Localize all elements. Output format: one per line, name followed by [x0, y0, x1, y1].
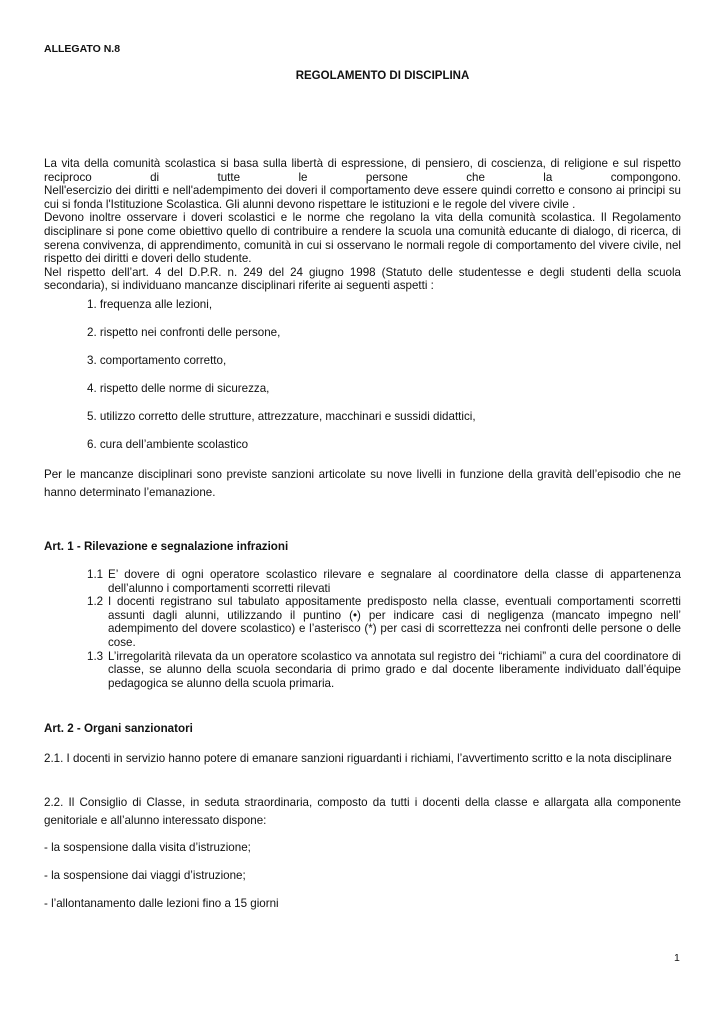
art2-paragraph-1: 2.1. I docenti in servizio hanno potere di emanare sanzioni riguardanti i richiami, l’avvertimento scritto e la nota disciplinare [44, 752, 672, 765]
aspects-list [87, 298, 476, 466]
list-item: 2. rispetto nei confronti delle persone, [87, 326, 281, 339]
sanctions-intro: Per le mancanze disciplinari sono previste sanzioni articolate su nove livelli in funzione della gravità dell’episodio che ne hanno determinato l’emanazione. [44, 468, 681, 499]
list-item: 1. frequenza alle lezioni, [87, 298, 213, 311]
intro-section [44, 157, 681, 293]
intro-paragraph-2: Nell'esercizio dei diritti e nell'adempimento dei doveri il comportamento deve essere quindi corretto e consono ai principi su cui si fonda l'Istituzione Scolastica. Gli alunni devono rispettare le istituzioni e le regole del vivere civile . [44, 184, 681, 211]
list-item: 5. utilizzo corretto delle strutture, attrezzature, macchinari e sussidi didattici, [87, 410, 476, 423]
allegato-label: ALLEGATO N.8 [44, 43, 121, 55]
intro-paragraph-3: Devono inoltre osservare i doveri scolastici e le norme che regolano la vita della comunità scolastica. Il Regolamento disciplinare si pone come obiettivo quello di contribuire a rendere la scuola una comunità educante di dialogo, di ricerca, di serena convivenza, di apprendimento, comunità in cui si osservano le normali regole di comportamento del vivere civile, nel rispetto dei diritti e doveri dello studente. [44, 211, 681, 266]
art2-measure: - l’allontanamento dalle lezioni fino a 15 giorni [44, 897, 279, 910]
art1-heading: Art. 1 - Rilevazione e segnalazione infrazioni [44, 540, 289, 553]
list-item: 6. cura dell’ambiente scolastico [87, 438, 249, 451]
art2-heading: Art. 2 - Organi sanzionatori [44, 722, 193, 735]
art2-measure: - la sospensione dai viaggi d’istruzione; [44, 869, 246, 882]
item-number: 1.3 [87, 649, 104, 663]
list-item: 4. rispetto delle norme di sicurezza, [87, 382, 270, 395]
item-text: L’irregolarità rilevata da un operatore scolastico va annotata sul registro dei “richiami” a cura del coordinatore di classe, se alunno della scuola secondaria di primo grado e dal docente liberamente individuato dall’équipe pedagogica se alunno della scuola primaria. [108, 649, 681, 690]
intro-paragraph-1: La vita della comunità scolastica si basa sulla libertà di espressione, di pensiero, di coscienza, di religione e sul rispetto reciproco di tutte le persone che la compongono. [44, 157, 681, 184]
art1-item [87, 568, 681, 595]
intro-paragraph-4: Nel rispetto dell’art. 4 del D.P.R. n. 249 del 24 giugno 1998 (Statuto delle studentesse e degli studenti della scuola secondaria), si individuano mancanze disciplinari riferite ai seguenti aspetti : [44, 265, 681, 293]
item-text: I docenti registrano sul tabulato appositamente predisposto nella classe, eventuali comportamenti scorretti assunti dagli alunni, utilizzando il puntino (•) per indicare casi di negligenza (mancato impegno nell’ adempimento del dovere scolastico) e l’asterisco (*) per casi di scorrettezza nei confronti delle persone o delle cose. [108, 595, 681, 649]
list-item: 3. comportamento corretto, [87, 354, 227, 367]
item-number: 1.1 [87, 568, 104, 581]
item-text: E’ dovere di ogni operatore scolastico rilevare e segnalare al coordinatore della classe di appartenenza dell’alunno i comportamenti scorretti rilevati [108, 568, 681, 595]
art2-paragraph-2: 2.2. Il Consiglio di Classe, in seduta straordinaria, composto da tutti i docenti della classe e allargata alla componente genitoriale e all’alunno interessato dispone: [44, 796, 681, 827]
page-number: 1 [674, 952, 680, 964]
page-title: REGOLAMENTO DI DISCIPLINA [295, 70, 470, 82]
art2-measure: - la sospensione dalla visita d’istruzione; [44, 841, 251, 854]
item-number: 1.2 [87, 595, 104, 609]
art1-item [87, 650, 681, 691]
art1-item [87, 595, 681, 649]
art1-items [87, 568, 681, 690]
